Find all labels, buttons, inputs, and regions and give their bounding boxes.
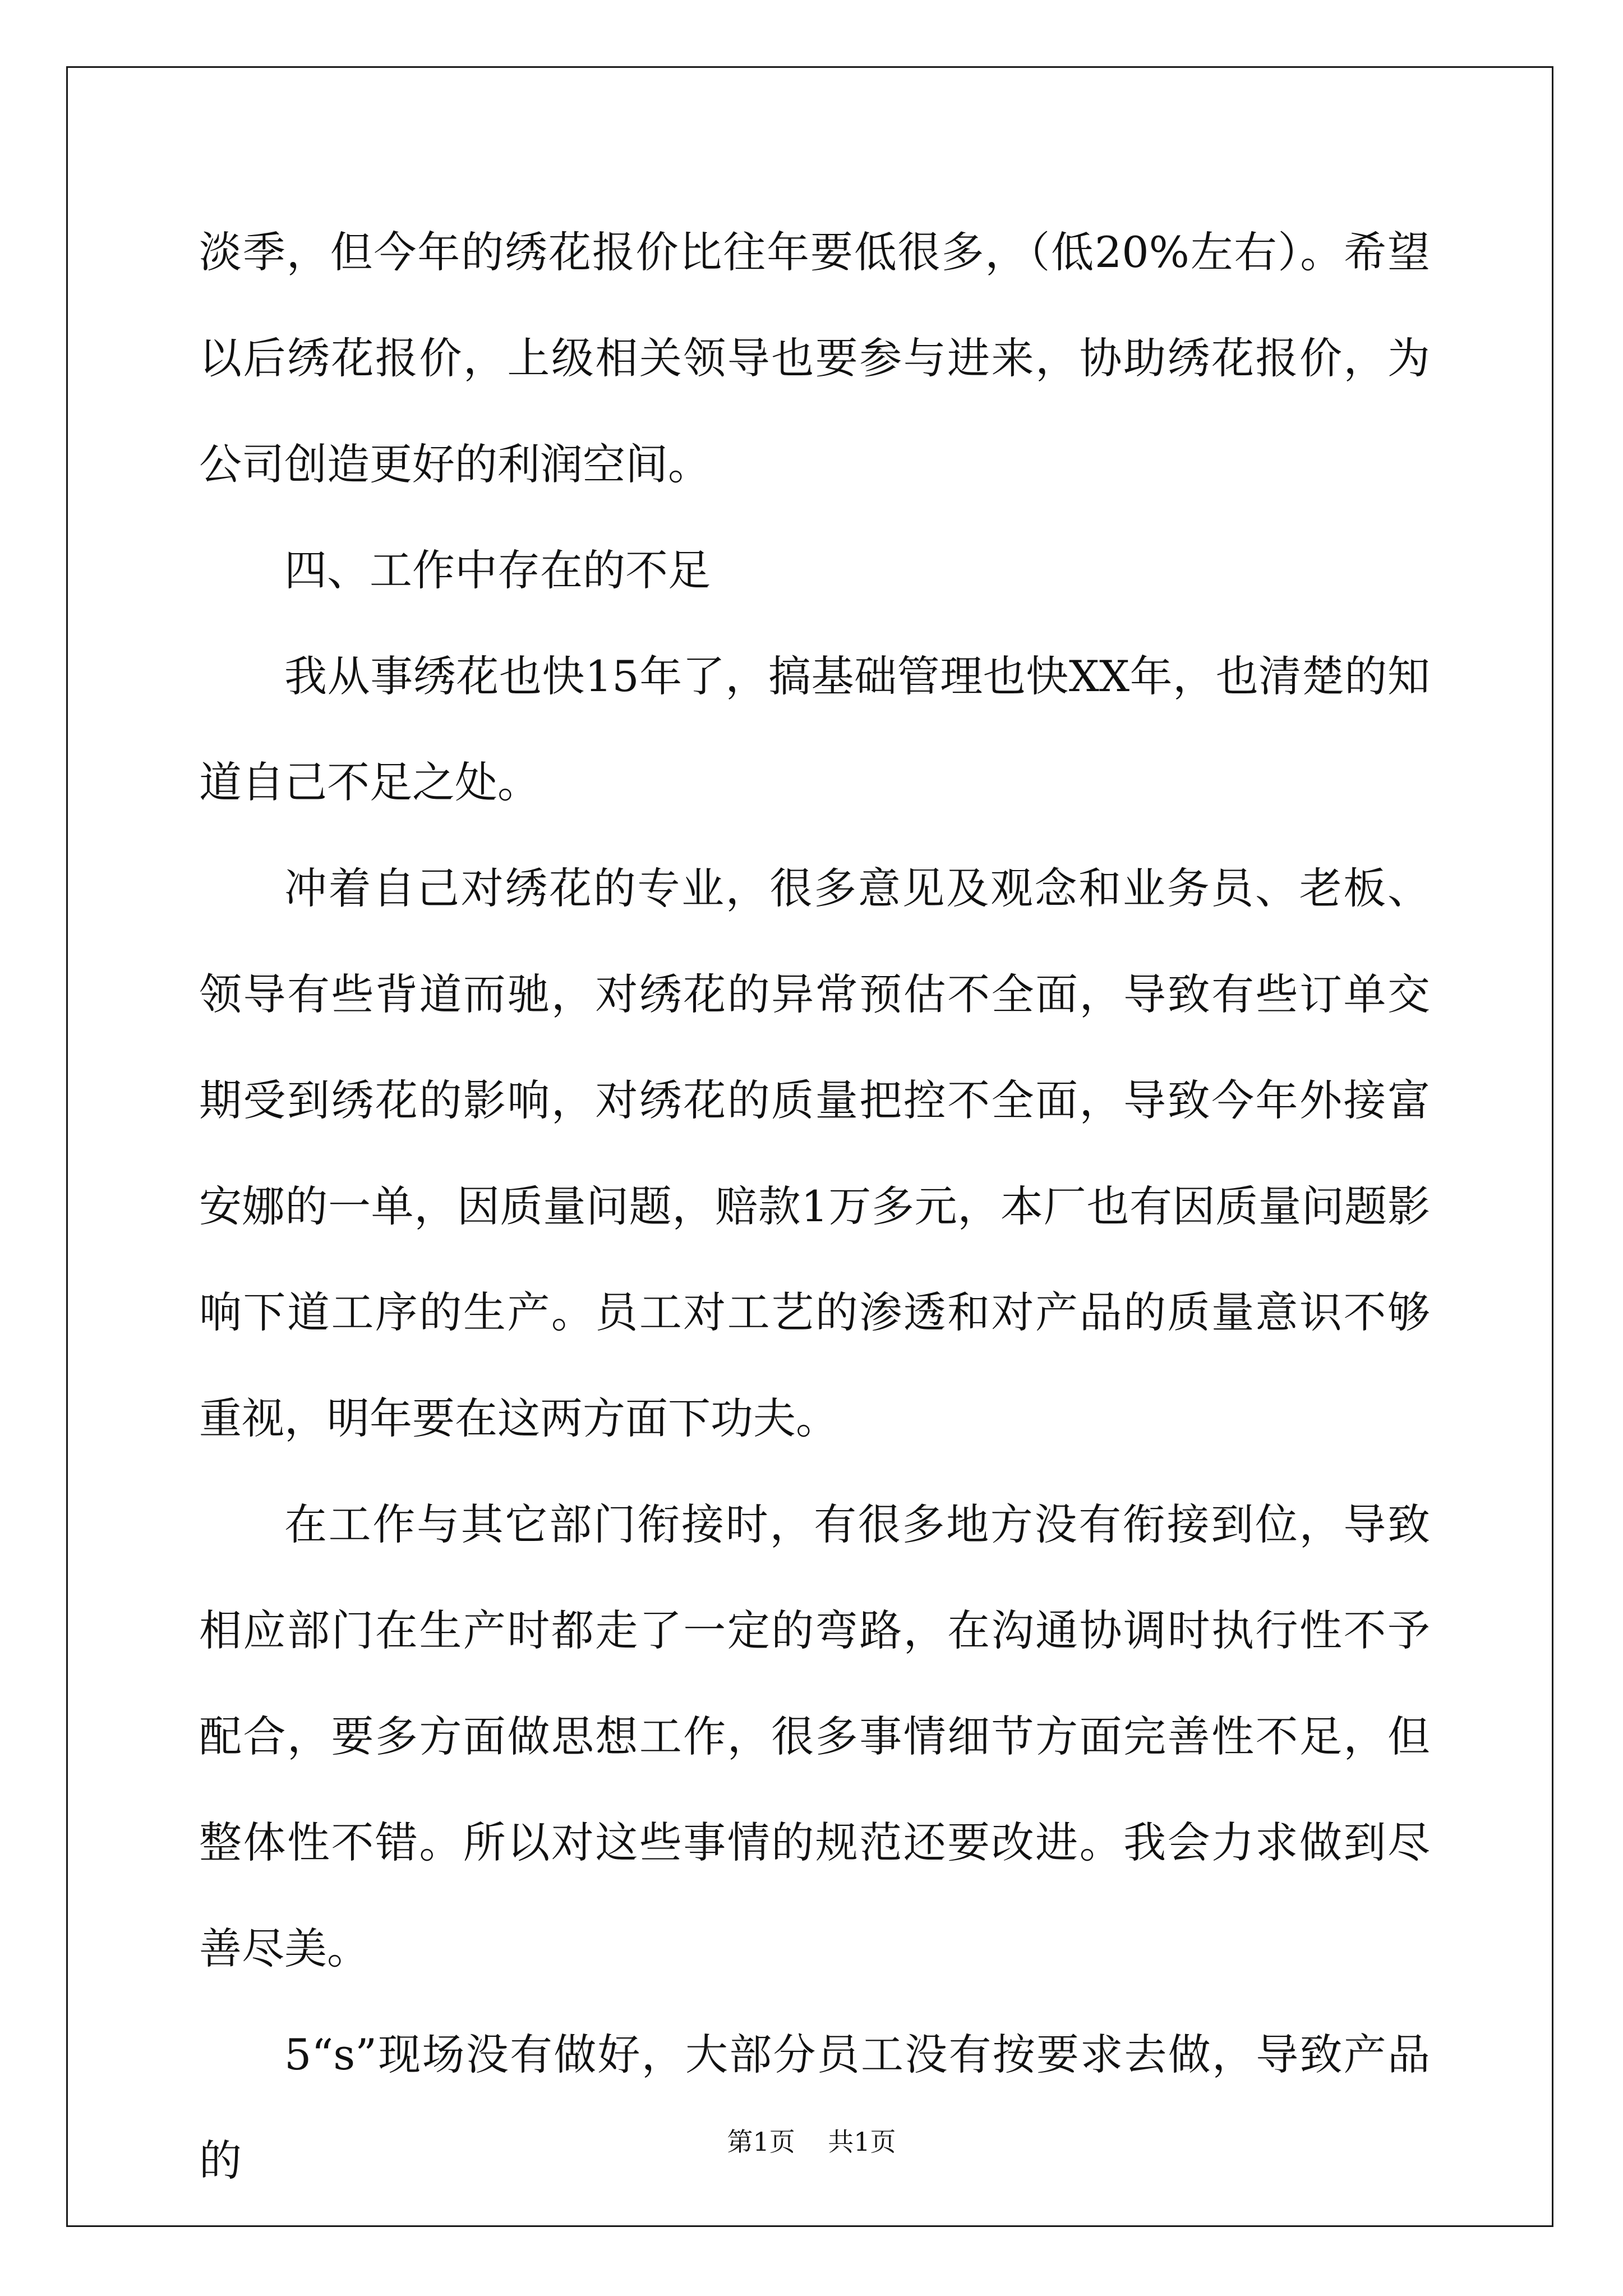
paragraph-4: 冲着自己对绣花的专业，很多意见及观念和业务员、老板、领导有些背道而驰，对绣花的异常预估不全面，导致有些订单交期受到绣花的影响，对绣花的质量把控不全面，导致今年外接富安娜的一单，因质量问题，赔款1万多元，本厂也有因质量问题影响下道工序的生产。员工对工艺的渗透和对产品的质量意识不够重视，明年要在这两方面下功夫。 [199, 863, 1430, 1443]
paragraph-5: 在工作与其它部门衔接时，有很多地方没有衔接到位，导致相应部门在生产时都走了一定的弯路，在沟通协调时执行性不予配合，要多方面做思想工作，很多事情细节方面完善性不足，但整体性不错。所以对这些事情的规范还要改进。我会力求做到尽善尽美。 [199, 1499, 1430, 1973]
paragraph-1: 淡季，但今年的绣花报价比往年要低很多，（低20%左右）。希望以后绣花报价，上级相关领导也要参与进来，协助绣花报价，为公司创造更好的利润空间。 [199, 227, 1430, 489]
page-footer: 第1页 共1页 [727, 2127, 896, 2157]
paragraph-6: 5“s”现场没有做好，大部分员工没有按要求去做，导致产品的 [199, 2030, 1430, 2185]
section-heading: 四、工作中存在的不足 [284, 545, 711, 595]
document-body [199, 199, 1430, 2214]
paragraph-3: 我从事绣花也快15年了，搞基础管理也快XX年，也清楚的知道自己不足之处。 [199, 651, 1430, 807]
